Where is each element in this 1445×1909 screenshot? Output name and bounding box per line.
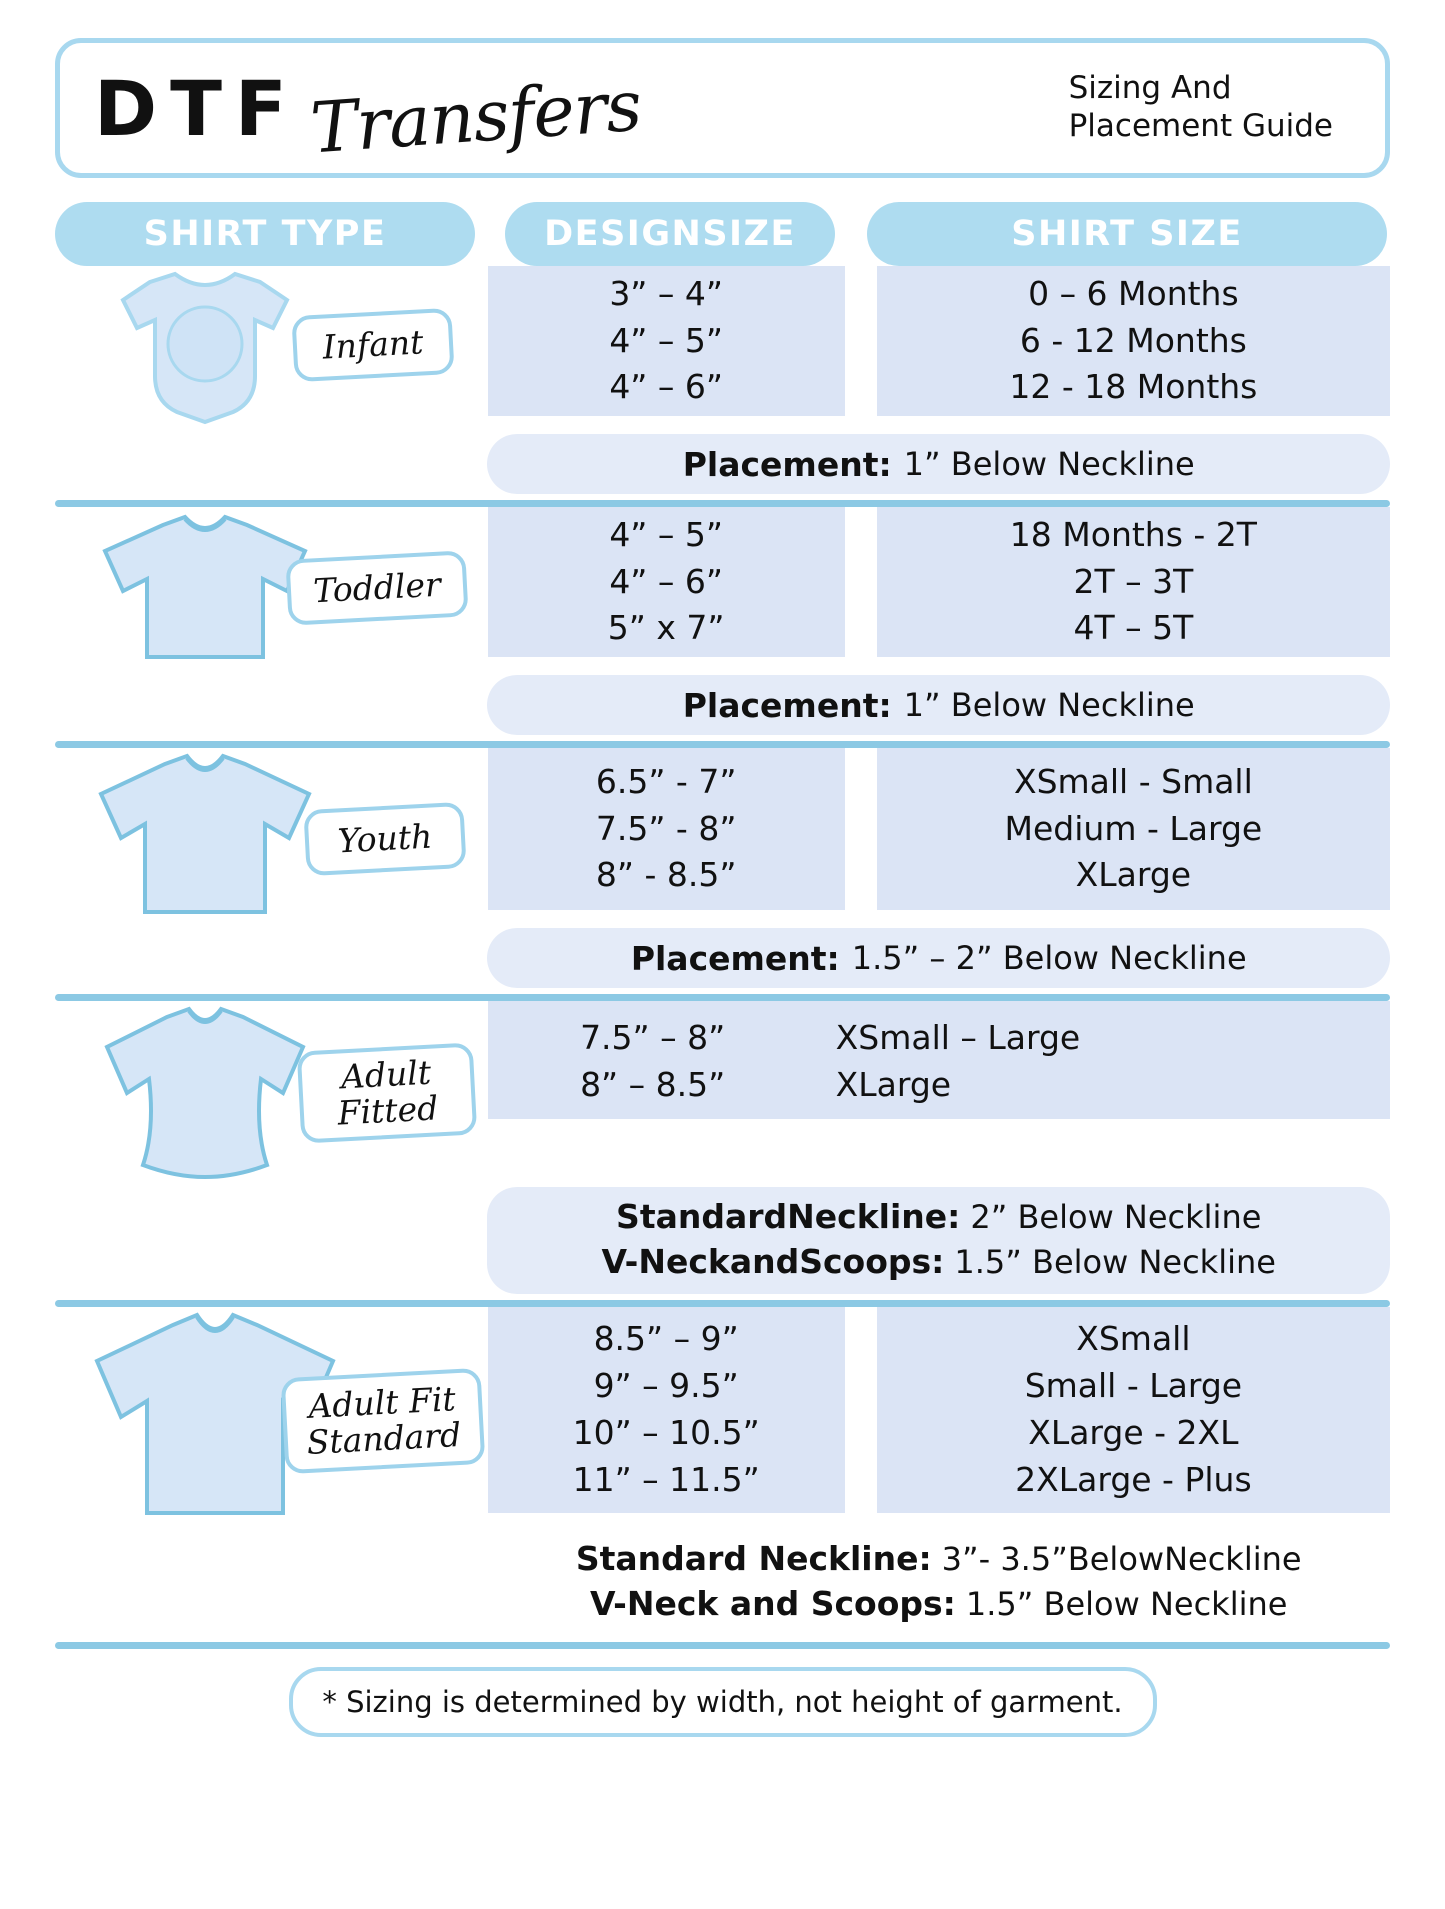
placement-value: 1.5” Below Neckline (954, 1242, 1276, 1281)
header-subtitle-line1: Sizing And (1068, 70, 1232, 107)
section-youth-design-sizes (488, 748, 845, 910)
placement-label: V-NeckandScoops: (601, 1241, 945, 1281)
section-adult-standard-graphic-cell (55, 1307, 470, 1529)
brand-logo (94, 63, 644, 169)
placement-adult-standard (487, 1529, 1390, 1636)
placement-adult-fitted (487, 1187, 1390, 1294)
label-pill-infant: Infant (291, 308, 454, 382)
design-size-value: 8” – 8.5” (580, 1064, 726, 1104)
spacer (55, 1187, 469, 1294)
section-adult-fitted-graphic-cell (55, 1001, 470, 1187)
placement-value: 1” Below Neckline (903, 445, 1195, 483)
section-infant-placement-row (55, 434, 1390, 494)
design-size-value: 8” - 8.5” (595, 855, 737, 895)
spacer (55, 675, 469, 735)
section-adult-fitted-row (55, 1001, 1390, 1187)
placement-value: 2” Below Neckline (970, 1198, 1262, 1236)
section-adult-fitted (55, 1001, 1390, 1307)
placement-label: Placement: (630, 938, 840, 978)
shirt-size-value: 4T – 5T (1073, 608, 1194, 648)
column-header-row (55, 202, 1390, 266)
placement-label: Placement: (682, 444, 892, 484)
column-gap-1 (475, 202, 505, 266)
shirt-size-value: 2T – 3T (1073, 561, 1194, 601)
placement-label: Placement: (682, 685, 892, 725)
spacer (55, 1529, 469, 1636)
shirt-size-value: 12 - 18 Months (1009, 367, 1258, 407)
placement-value: 3”- 3.5”BelowNeckline (941, 1540, 1302, 1579)
logo-dtf-text: DTF (94, 63, 300, 153)
shirt-size-value: 18 Months - 2T (1009, 514, 1257, 554)
section-adult-fitted-placement-row (55, 1187, 1390, 1294)
section-divider (55, 500, 1390, 507)
shirt-size-value: XLarge (835, 1064, 952, 1104)
shirt-size-value: XLarge (1075, 855, 1192, 895)
section-divider (55, 741, 1390, 748)
section-infant-graphic-cell (55, 266, 470, 434)
shirt-size-value: XSmall – Large (835, 1018, 1081, 1057)
shirt-size-value: Medium - Large (1004, 808, 1263, 848)
design-size-value: 7.5” – 8” (580, 1018, 726, 1057)
design-size-value: 4” – 5” (609, 320, 723, 360)
column-header-design-size: DESIGNSIZE (505, 202, 835, 266)
shirt-size-value: 2XLarge - Plus (1015, 1459, 1252, 1499)
label-line-2: Fitted (336, 1088, 440, 1133)
section-adult-standard-placement-row (55, 1529, 1390, 1636)
placement-label: V-Neck and Scoops: (590, 1583, 956, 1623)
placement-label: Standard Neckline: (575, 1539, 932, 1579)
section-adult-standard-row (55, 1307, 1390, 1529)
column-header-shirt-type: SHIRT TYPE (55, 202, 475, 266)
section-infant-design-sizes (488, 266, 845, 416)
label-line-1: Adult (340, 1053, 433, 1097)
placement-toddler (487, 675, 1390, 735)
adult-fitted-design-sizes (488, 1015, 818, 1109)
section-youth-row (55, 748, 1390, 928)
placement-line (511, 1195, 1366, 1240)
placement-value: 1” Below Neckline (903, 686, 1195, 724)
placement-infant (487, 434, 1390, 494)
section-youth-placement-row (55, 928, 1390, 988)
header-subtitle (1069, 70, 1351, 146)
design-size-value: 3” – 4” (609, 273, 723, 313)
placement-value: 1.5” Below Neckline (965, 1584, 1288, 1623)
placement-youth (487, 928, 1390, 988)
placement-line (511, 1582, 1366, 1627)
section-toddler-shirt-sizes (877, 507, 1390, 657)
spacer (55, 928, 469, 988)
design-size-value: 6.5” - 7” (595, 761, 737, 801)
adult-fitted-shirt-sizes (818, 1015, 1378, 1109)
shirt-size-value: XSmall - Small (1013, 761, 1253, 801)
design-size-value: 9” – 9.5” (593, 1366, 739, 1406)
label-line-1: Adult Fit (307, 1379, 457, 1427)
section-adult-standard-design-sizes (488, 1307, 845, 1513)
design-size-value: 4” – 6” (609, 561, 723, 601)
section-adult-standard-shirt-sizes (877, 1307, 1390, 1513)
label-pill-toddler: Toddler (285, 550, 468, 625)
section-youth (55, 748, 1390, 1001)
section-infant (55, 266, 1390, 507)
column-header-shirt-size: SHIRT SIZE (867, 202, 1387, 266)
section-youth-graphic-cell (55, 748, 470, 928)
design-size-value: 10” – 10.5” (572, 1413, 760, 1453)
design-size-value: 8.5” – 9” (593, 1319, 739, 1359)
placement-line (511, 1240, 1366, 1285)
label-pill-adult-standard (281, 1368, 486, 1474)
section-adult-standard (55, 1307, 1390, 1649)
section-divider (55, 994, 1390, 1001)
section-toddler (55, 507, 1390, 748)
spacer (55, 434, 469, 494)
footer-note: * Sizing is determined by width, not height of garment. (289, 1667, 1157, 1737)
shirt-size-value: Small - Large (1024, 1366, 1243, 1406)
section-toddler-placement-row (55, 675, 1390, 735)
shirt-size-value: XSmall (1076, 1319, 1191, 1359)
logo-transfers-text: Transfers (307, 64, 644, 169)
section-divider (55, 1642, 1390, 1649)
design-size-value: 4” – 6” (609, 367, 723, 407)
section-infant-row (55, 266, 1390, 434)
design-size-value: 4” – 5” (609, 514, 723, 554)
design-size-value: 7.5” - 8” (595, 808, 737, 848)
shirt-size-value: 0 – 6 Months (1028, 273, 1239, 313)
label-pill-adult-fitted (297, 1042, 478, 1143)
sizing-guide-page (0, 38, 1445, 1909)
placement-label: StandardNeckline: (616, 1197, 961, 1236)
section-toddler-graphic-cell (55, 507, 470, 675)
design-size-value: 11” – 11.5” (572, 1459, 760, 1499)
section-adult-fitted-values (488, 1001, 1390, 1119)
section-youth-shirt-sizes (877, 748, 1390, 910)
placement-value: 1.5” – 2” Below Neckline (851, 939, 1247, 977)
section-toddler-row (55, 507, 1390, 675)
placement-line (511, 1537, 1366, 1582)
shirt-size-value: XLarge - 2XL (1028, 1413, 1239, 1453)
label-line-2: Standard (305, 1415, 463, 1463)
header-subtitle-line2: Placement Guide (1068, 108, 1333, 144)
design-size-value: 5” x 7” (607, 608, 725, 648)
section-infant-shirt-sizes (877, 266, 1390, 416)
header-banner (55, 38, 1390, 178)
section-divider (55, 1300, 1390, 1307)
column-gap-2 (835, 202, 867, 266)
shirt-size-value: 6 - 12 Months (1019, 320, 1247, 360)
section-toddler-design-sizes (488, 507, 845, 657)
label-pill-youth: Youth (303, 802, 466, 876)
